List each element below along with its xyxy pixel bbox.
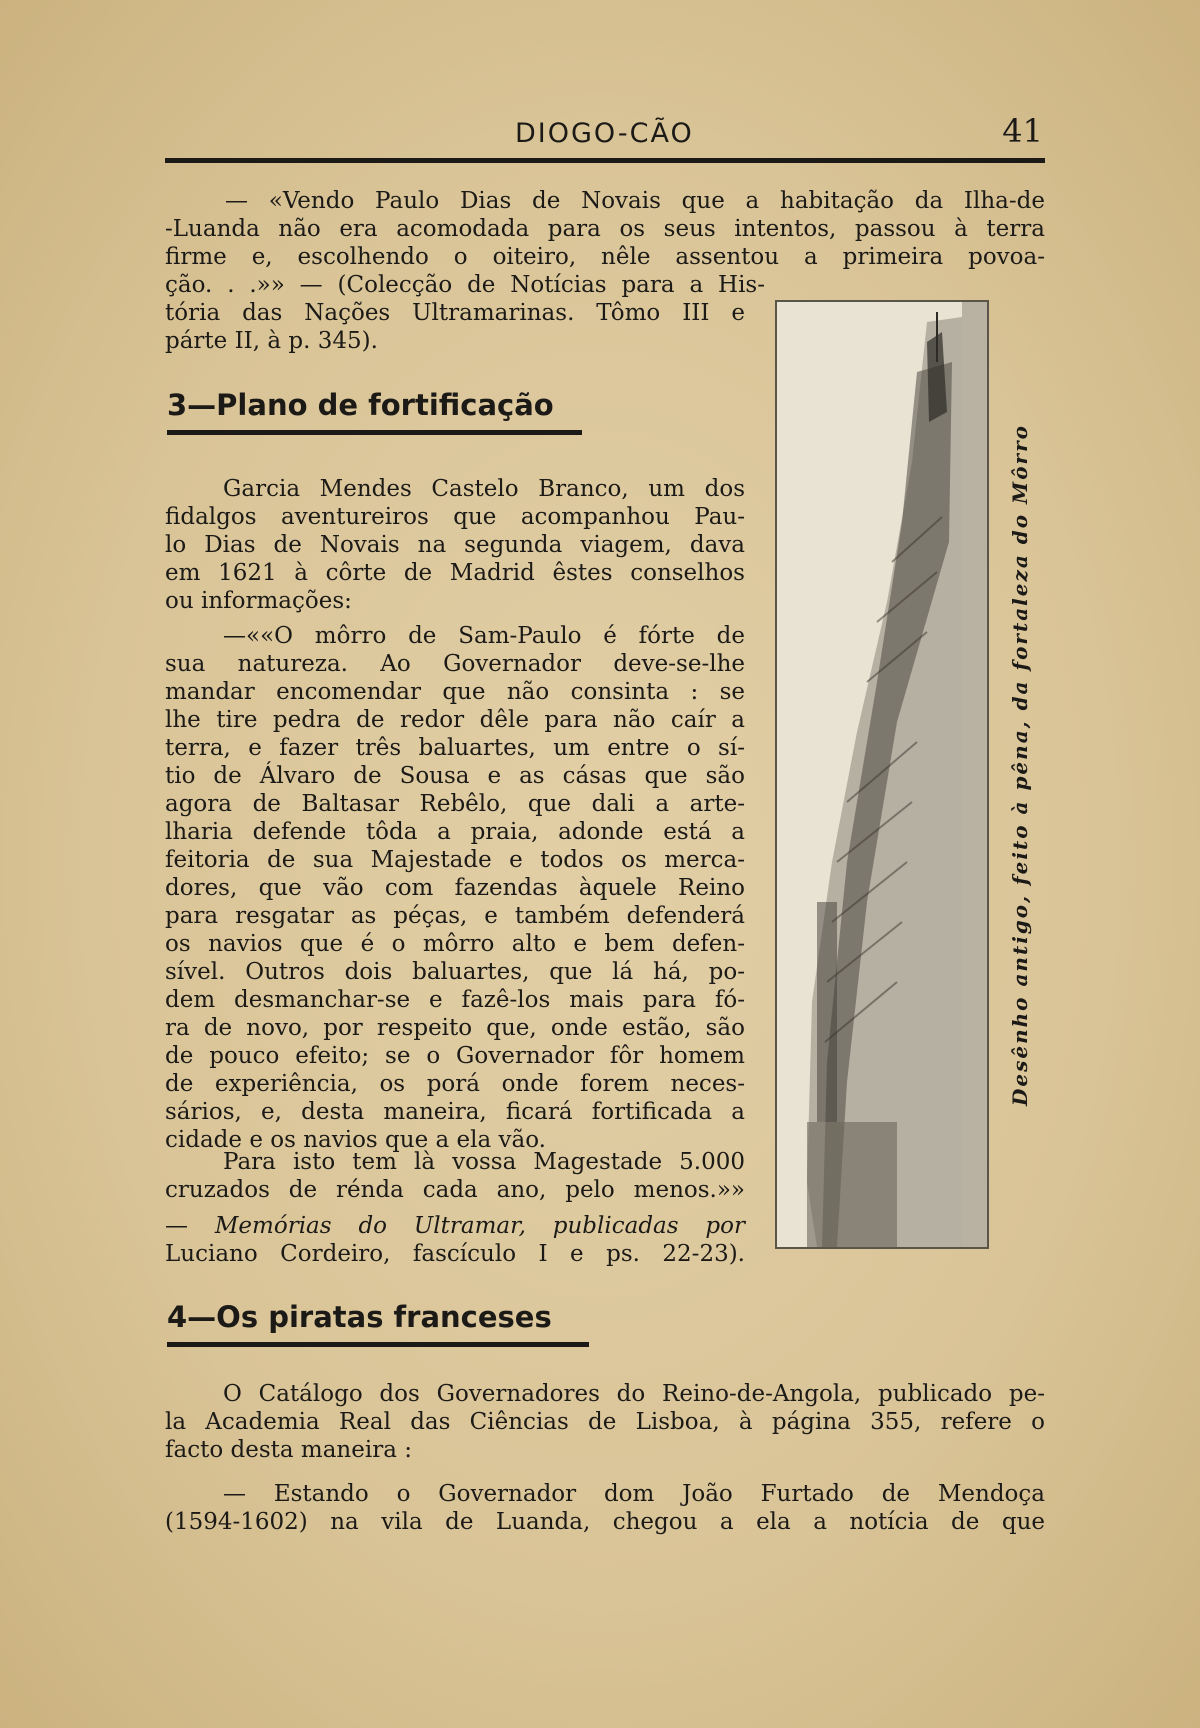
quote-line: terra, e fazer três baluartes, um entre o sí- bbox=[165, 735, 745, 761]
quote-line: lharia defende tôda a praia, adonde está a bbox=[165, 819, 745, 845]
intro-line: O Catálogo dos Governadores do Reino-de-Angola, publicado pe- bbox=[223, 1381, 1045, 1407]
quote-line: ra de novo, por respeito que, onde estão, são bbox=[165, 1015, 745, 1041]
section-3-heading: 3—Plano de fortificação bbox=[167, 388, 554, 422]
quote-line: sua natureza. Ao Governador deve-se-lhe bbox=[165, 651, 745, 677]
quote-line: de experiência, os porá onde forem neces- bbox=[165, 1071, 745, 1097]
intro-line: ou informações: bbox=[165, 588, 352, 614]
quote-line: sários, e, desta maneira, ficará fortificada a bbox=[165, 1099, 745, 1125]
running-head bbox=[165, 112, 1045, 163]
section-3-source bbox=[165, 1212, 745, 1268]
heading-rule bbox=[167, 430, 582, 435]
section-3-quote-end bbox=[165, 1148, 745, 1204]
quote-line: para resgatar as péças, e também defenderá bbox=[165, 903, 745, 929]
intro-line: Garcia Mendes Castelo Branco, um dos bbox=[223, 476, 745, 502]
quote-end-line: Para isto tem là vossa Magestade 5.000 bbox=[223, 1149, 745, 1175]
opening-quote-line: ção. . .»» — (Colecção de Notícias para a His- bbox=[165, 272, 765, 298]
quote-end-line: cruzados de rénda cada ano, pelo menos.»» bbox=[165, 1177, 745, 1203]
quote-line: —««O môrro de Sam-Paulo é fórte de bbox=[223, 623, 745, 649]
quote-line: sível. Outros dois baluartes, que lá há, po- bbox=[165, 959, 745, 985]
figure-caption: Desênho antigo, feito à pêna, da fortaleza do Môrro bbox=[1008, 424, 1032, 1106]
quote-line: dem desmanchar-se e fazê-los mais para fó- bbox=[165, 987, 745, 1013]
running-title: DIOGO-CÃO bbox=[515, 118, 694, 149]
opening-quote-line: párte II, à p. 345). bbox=[165, 328, 378, 354]
quote-line: — Estando o Governador dom João Furtado de Mendoça bbox=[223, 1481, 1045, 1507]
quote-line: feitoria de sua Majestade e todos os merca- bbox=[165, 847, 745, 873]
quote-line: tio de Álvaro de Sousa e as cásas que são bbox=[165, 763, 745, 789]
quote-line: lhe tire pedra de redor dêle para não caír a bbox=[165, 707, 745, 733]
source-line: — Memórias do Ultramar, publicadas por bbox=[165, 1213, 745, 1239]
section-4-heading: 4—Os piratas franceses bbox=[167, 1300, 552, 1334]
section-4-intro bbox=[165, 1380, 1045, 1464]
opening-quote-line: tória das Nações Ultramarinas. Tômo III e bbox=[165, 300, 745, 326]
intro-line: fidalgos aventureiros que acompanhou Pau- bbox=[165, 504, 745, 530]
section-3-quote bbox=[165, 622, 745, 1154]
opening-quote-line: -Luanda não era acomodada para os seus intentos, passou à terra bbox=[165, 216, 1045, 242]
intro-line: lo Dias de Novais na segunda viagem, dava bbox=[165, 532, 745, 558]
quote-line: (1594-1602) na vila de Luanda, chegou a ela a notícia de que bbox=[165, 1509, 1045, 1535]
section-4-quote bbox=[165, 1480, 1045, 1536]
heading-rule bbox=[167, 1342, 589, 1347]
intro-line: la Academia Real das Ciências de Lisboa, à página 355, refere o bbox=[165, 1409, 1045, 1435]
fortress-drawing bbox=[775, 300, 989, 1249]
source-line: Luciano Cordeiro, fascículo I e ps. 22-23). bbox=[165, 1241, 745, 1267]
intro-line: em 1621 à côrte de Madrid êstes conselhos bbox=[165, 560, 745, 586]
quote-line: os navios que é o môrro alto e bem defen- bbox=[165, 931, 745, 957]
section-3-intro bbox=[165, 475, 745, 615]
quote-line: mandar encomendar que não consinta : se bbox=[165, 679, 745, 705]
quote-line: cidade e os navios que a ela vão. bbox=[165, 1127, 546, 1153]
fortress-illustration bbox=[777, 302, 987, 1247]
opening-quote-line: firme e, escolhendo o oiteiro, nêle assentou a primeira povoa- bbox=[165, 244, 1045, 270]
quote-line: dores, que vão com fazendas àquele Reino bbox=[165, 875, 745, 901]
quote-line: de pouco efeito; se o Governador fôr homem bbox=[165, 1043, 745, 1069]
opening-quote-line: — «Vendo Paulo Dias de Novais que a habitação da Ilha-de bbox=[225, 188, 1045, 214]
intro-line: facto desta maneira : bbox=[165, 1437, 412, 1463]
quote-line: agora de Baltasar Rebêlo, que dali a arte- bbox=[165, 791, 745, 817]
page-number: 41 bbox=[1002, 112, 1043, 150]
